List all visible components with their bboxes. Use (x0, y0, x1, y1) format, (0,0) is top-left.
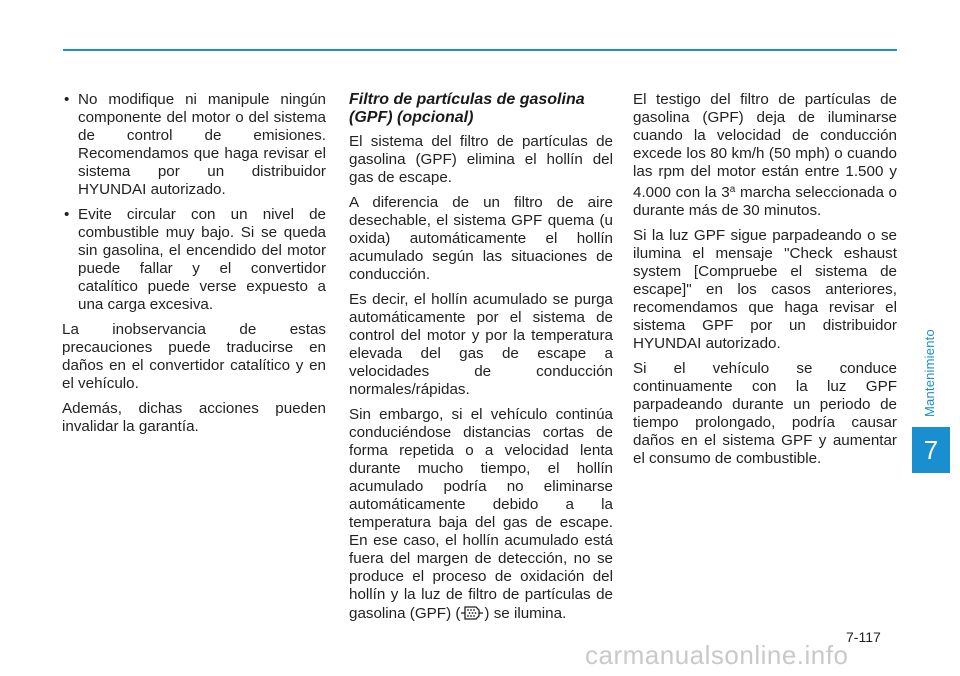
paragraph-text: El testigo del filtro de partículas de gasolina (GPF) deja de iluminarse cuando la velocidad de conducción excede los 80 km/h (50 mph) o cuando las rpm del motor están entre 1.500 y 4.000 con la 3 (633, 91, 897, 201)
list-item (62, 206, 326, 314)
column-1 (62, 91, 326, 443)
section-heading: Filtro de partículas de gasolina (GPF) (opcional) (349, 91, 585, 126)
list-item (62, 91, 326, 199)
paragraph-text: Sin embargo, si el vehículo continúa conduciéndose distancias cortas de forma repetida o a velocidad lenta durante mucho tiempo, el hollín acumulado podría no eliminarse automáticamente debido a la temperatura baja del gas de escape. En ese caso, el hollín acumulado está fuera del margen de detección, no se produce el proceso de oxidación del hollín y la luz de filtro de partículas de gasolina (GPF) ( (349, 406, 613, 622)
paragraph-text-end: marcha seleccionada o durante más de 30 minutos. (633, 184, 898, 219)
paragraph: Además, dichas acciones pueden invalidar la garantía. (62, 400, 326, 435)
bullet-icon: • (64, 91, 70, 108)
section-label: Mantenimiento (922, 329, 937, 417)
paragraph: Si la luz GPF sigue parpadeando o se ilumina el mensaje "Check eshaust system [Compruebe el sistema de escape]" en los casos anteriores, recomendamos que haga revisar el sistema GPF por un distribuidor HYUNDAI autorizado. (633, 227, 897, 352)
paragraph (633, 91, 897, 220)
paragraph: El sistema del filtro de partículas de gasolina (GPF) elimina el hollín del gas de escape. (349, 133, 613, 186)
bullet-icon: • (64, 206, 70, 223)
paragraph: Es decir, el hollín acumulado se purga automáticamente por el sistema de control del motor y por la temperatura elevada del gas de escape a velocidades de conducción normales/rápidas. (349, 291, 613, 398)
gpf-warning-icon (460, 604, 484, 622)
paragraph: Si el vehículo se conduce continuamente con la luz GPF parpadeando durante un periodo de tiempo prolongado, podría causar daños en el sistema GPF y aumentar el consumo de combustible. (633, 360, 897, 467)
watermark: carmanualsonline.info (585, 640, 849, 670)
column-3 (633, 91, 897, 475)
bullet-text: No modifique ni manipule ningún componente del motor o del sistema de control de emisiones. Recomendamos que haga revisar el sistema por un distribuidor HYUNDAI autorizado. (78, 91, 326, 198)
paragraph (349, 406, 613, 623)
paragraph-text-end: ) se ilumina. (484, 605, 567, 622)
header-rule (63, 49, 897, 51)
paragraph: A diferencia de un filtro de aire desechable, el sistema GPF quema (u oxida) automáticamente el hollín acumulado según las situaciones de conducción. (349, 194, 613, 283)
page-number: 7-117 (846, 629, 881, 645)
paragraph: La inobservancia de estas precauciones puede traducirse en daños en el convertidor catalítico y en el vehículo. (62, 321, 326, 392)
superscript: a (729, 184, 736, 195)
column-2 (349, 91, 613, 630)
chapter-tab[interactable]: 7 (912, 427, 950, 473)
bullet-text: Evite circular con un nivel de combustible muy bajo. Si se queda sin gasolina, el encendido del motor puede fallar y el convertidor catalítico puede verse expuesto a una carga excesiva. (78, 206, 326, 313)
